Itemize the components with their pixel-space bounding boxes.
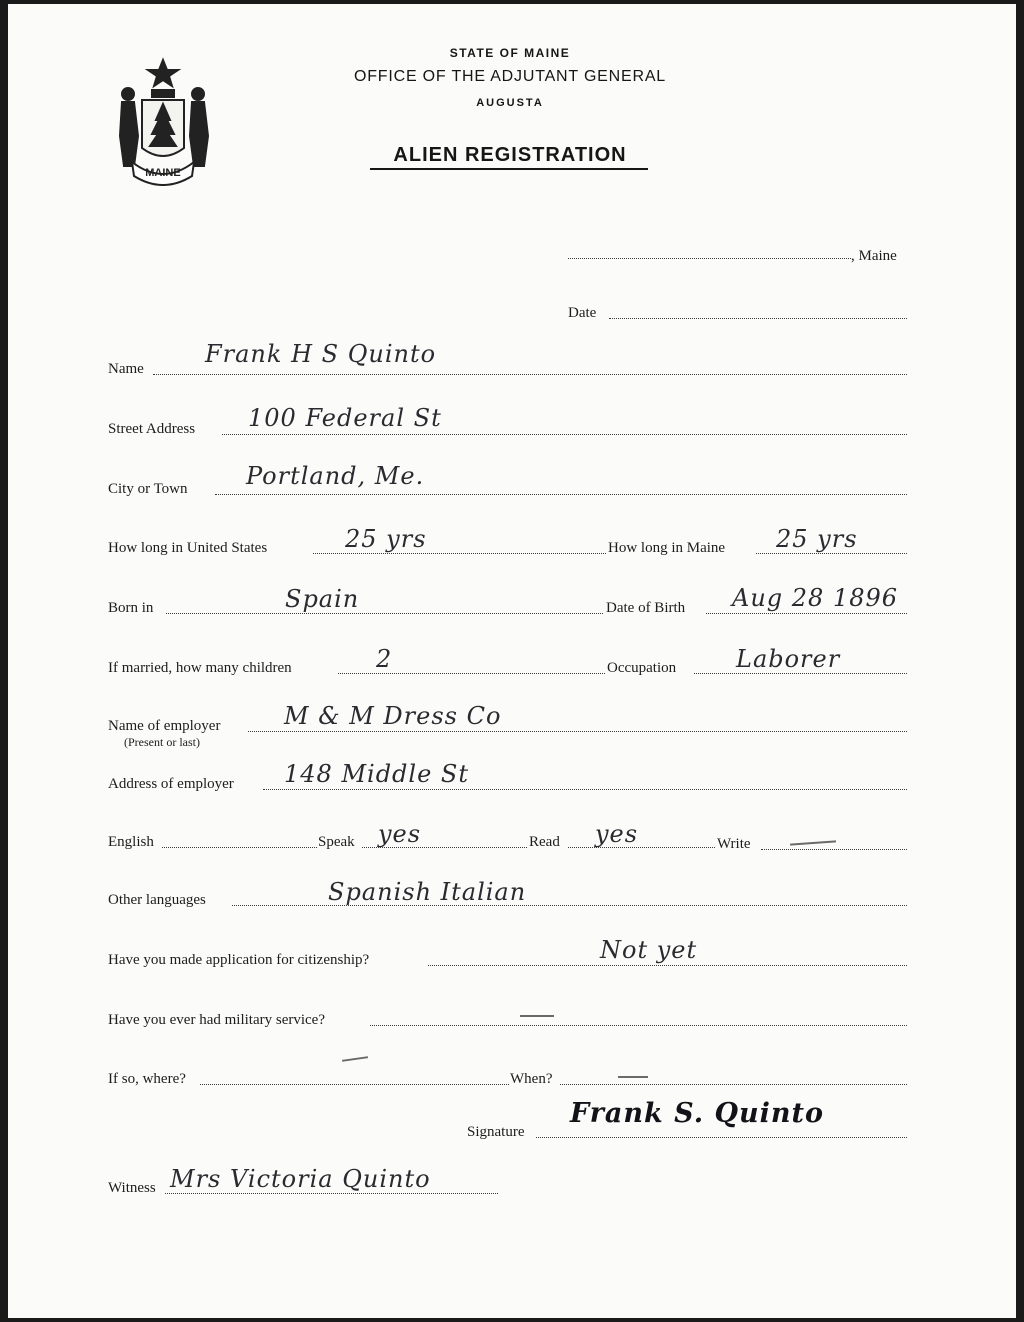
name-field[interactable] <box>153 374 907 375</box>
employer-value: M & M Dress Co <box>284 702 502 730</box>
signature-value: Frank S. Quinto <box>570 1098 825 1129</box>
form-title: ALIEN REGISTRATION <box>393 144 627 166</box>
occupation-field[interactable] <box>694 673 907 674</box>
english-label: English <box>108 834 154 850</box>
occupation-value: Laborer <box>736 645 841 673</box>
when-dash <box>618 1076 648 1078</box>
children-label: If married, how many children <box>108 660 292 676</box>
name-label: Name <box>108 361 144 377</box>
military-field[interactable] <box>370 1025 907 1026</box>
dob-value: Aug 28 1896 <box>732 584 899 612</box>
read-value: yes <box>595 820 639 848</box>
children-value: 2 <box>376 645 393 673</box>
employer-address-field[interactable] <box>263 789 907 790</box>
born-field[interactable] <box>166 613 603 614</box>
other-languages-value: Spanish Italian <box>328 878 527 906</box>
name-value: Frank H S Quinto <box>205 340 437 368</box>
header-office: OFFICE OF THE ADJUTANT GENERAL <box>353 68 667 85</box>
employer-label: Name of employer <box>108 718 221 734</box>
write-field[interactable] <box>761 849 907 850</box>
city-label: City or Town <box>108 481 188 497</box>
write-label: Write <box>717 836 751 852</box>
employer-address-value: 148 Middle St <box>284 760 470 788</box>
date-label: Date <box>568 305 597 321</box>
city-value: Portland, Me. <box>246 462 425 490</box>
other-languages-label: Other languages <box>108 892 206 908</box>
when-field[interactable] <box>560 1084 907 1085</box>
signature-label: Signature <box>467 1124 525 1140</box>
employer-address-label: Address of employer <box>108 776 234 792</box>
city-field[interactable] <box>215 494 907 495</box>
dob-field[interactable] <box>706 613 907 614</box>
street-label: Street Address <box>108 421 196 437</box>
date-field[interactable] <box>609 318 907 319</box>
employer-field[interactable] <box>248 731 907 732</box>
witness-field[interactable] <box>165 1193 498 1194</box>
maine-state-seal-icon <box>112 56 214 186</box>
occupation-label: Occupation <box>607 660 677 676</box>
military-label: Have you ever had military service? <box>108 1012 325 1028</box>
header-state: STATE OF MAINE <box>449 46 571 60</box>
title-underline <box>370 168 648 170</box>
street-field[interactable] <box>222 434 907 435</box>
where-field[interactable] <box>200 1084 509 1085</box>
speak-value: yes <box>378 820 422 848</box>
born-label: Born in <box>108 600 154 616</box>
maine-label: How long in Maine <box>608 540 726 556</box>
dob-label: Date of Birth <box>606 600 686 616</box>
signature-field[interactable] <box>536 1137 907 1138</box>
born-value: Spain <box>285 585 360 613</box>
witness-label: Witness <box>108 1180 156 1196</box>
citizenship-field[interactable] <box>428 965 907 966</box>
us-label: How long in United States <box>108 540 268 556</box>
read-label: Read <box>529 834 560 850</box>
children-field[interactable] <box>338 673 605 674</box>
svg-text:MAINE: MAINE <box>145 167 181 179</box>
maine-value: 25 yrs <box>776 525 858 553</box>
employer-sublabel: (Present or last) <box>124 735 200 749</box>
us-value: 25 yrs <box>345 525 427 553</box>
english-field[interactable] <box>162 847 317 848</box>
place-suffix: , Maine <box>851 248 897 264</box>
maine-field[interactable] <box>756 553 907 554</box>
citizenship-value: Not yet <box>600 936 698 964</box>
us-field[interactable] <box>313 553 606 554</box>
street-value: 100 Federal St <box>248 404 442 432</box>
header-city: AUGUSTA <box>476 97 544 109</box>
where-label: If so, where? <box>108 1071 186 1087</box>
place-field[interactable] <box>568 258 851 259</box>
when-label: When? <box>510 1071 553 1087</box>
witness-value: Mrs Victoria Quinto <box>170 1165 431 1193</box>
military-dash <box>520 1015 554 1017</box>
read-field[interactable] <box>568 847 715 848</box>
speak-label: Speak <box>318 834 355 850</box>
citizenship-label: Have you made application for citizenship? <box>108 952 370 968</box>
